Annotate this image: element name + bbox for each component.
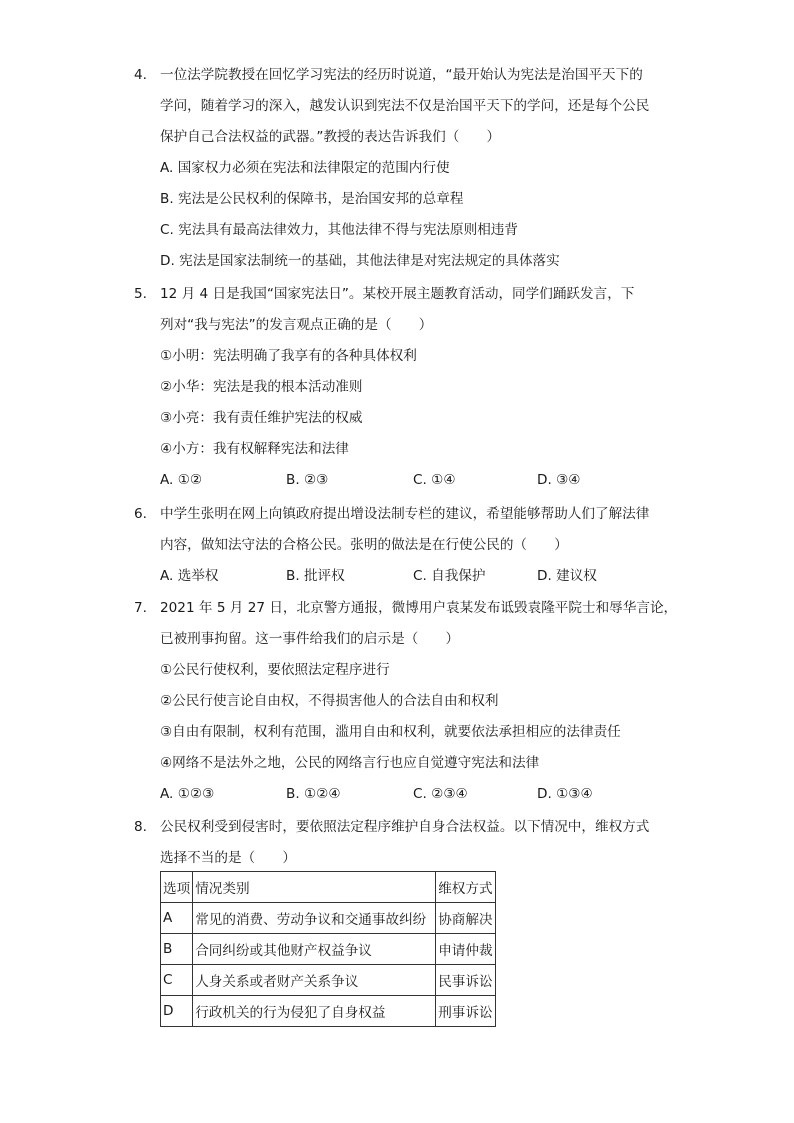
option-d: D. 建议权: [537, 568, 597, 584]
rights-protection-table: [160, 871, 496, 1027]
options-row: [134, 561, 674, 592]
option-b: B. 批评权: [286, 568, 345, 584]
table-cell: A: [161, 903, 193, 934]
table-row: [161, 996, 496, 1027]
option-d: D. 宪法是国家法制统一的基础，其他法律是对宪法规定的具体落实: [160, 253, 560, 269]
option-a: A. ①②③: [160, 786, 215, 802]
question-stem-line: 已被刑事拘留。这一事件给我们的启示是（ ）: [160, 631, 460, 647]
table-cell: 人身关系或者财产关系争议: [193, 965, 436, 996]
table-cell: 常见的消费、劳动争议和交通事故纠纷: [193, 903, 436, 934]
options-row: [134, 465, 674, 496]
table-cell: 合同纠纷或其他财产权益争议: [193, 934, 436, 965]
question-number: 7.: [134, 600, 147, 616]
question-number: 6.: [134, 506, 147, 522]
option-c: C. 宪法具有最高法律效力，其他法律不得与宪法原则相违背: [160, 222, 518, 238]
question-number: 5.: [134, 286, 147, 302]
table-cell: B: [161, 934, 193, 965]
option-c: C. 自我保护: [413, 568, 486, 584]
table-header-row: [161, 872, 496, 903]
statement-3: ③小亮：我有责任维护宪法的权威: [160, 410, 363, 426]
option-b: B. ①②④: [286, 786, 341, 802]
statement-4: ④小方：我有权解释宪法和法律: [160, 441, 349, 457]
statement-1: ①小明：宪法明确了我享有的各种具体权利: [160, 348, 417, 364]
table-header-cell: 情况类别: [193, 872, 436, 903]
option-b: B. 宪法是公民权利的保障书，是治国安邦的总章程: [160, 191, 464, 207]
question-stem-line: 2021 年 5 月 27 日，北京警方通报，微博用户袁某发布诋毁袁隆平院士和辱华言论，: [160, 600, 678, 616]
question-stem-line: 内容，做知法守法的合格公民。张明的做法是在行使公民的（ ）: [160, 537, 568, 553]
question-6: [134, 499, 674, 592]
statement-4: ④网络不是法外之地，公民的网络言行也应自觉遵守宪法和法律: [160, 755, 540, 771]
table-header-cell: 选项: [161, 872, 193, 903]
table-row: [161, 965, 496, 996]
table-cell: 刑事诉讼: [436, 996, 495, 1027]
options-row: [134, 779, 674, 810]
question-stem-line: 12 月 4 日是我国“国家宪法日”。某校开展主题教育活动，同学们踊跃发言，下: [160, 286, 635, 302]
table-cell: 申请仲裁: [436, 934, 495, 965]
option-d: D. ①③④: [537, 786, 593, 802]
question-7: [134, 593, 678, 810]
option-d: D. ③④: [537, 472, 581, 488]
question-stem-line: 保护自己合法权益的武器。”教授的表达告诉我们（ ）: [160, 129, 501, 145]
question-number: 4.: [134, 67, 147, 83]
table-row: [161, 934, 496, 965]
table-row: [161, 903, 496, 934]
question-stem-line: 选择不当的是（ ）: [160, 850, 296, 866]
table-cell: 民事诉讼: [436, 965, 495, 996]
question-4: [134, 60, 674, 277]
question-stem-line: 公民权利受到侵害时，要依照法定程序维护自身合法权益。以下情况中，维权方式: [160, 819, 650, 835]
option-c: C. ①④: [413, 472, 456, 488]
option-a: A. ①②: [160, 472, 203, 488]
question-stem-line: 学问，随着学习的深入，越发认识到宪法不仅是治国平天下的学问，还是每个公民: [160, 98, 650, 114]
statement-2: ②公民行使言论自由权，不得损害他人的合法自由和权利: [160, 693, 499, 709]
question-stem-line: 一位法学院教授在回忆学习宪法的经历时说道，“最开始认为宪法是治国平天下的: [160, 67, 643, 83]
option-a: A. 选举权: [160, 568, 219, 584]
question-number: 8.: [134, 819, 147, 835]
table-cell: D: [161, 996, 193, 1027]
question-5: [134, 279, 674, 496]
option-a: A. 国家权力必须在宪法和法律限定的范围内行使: [160, 160, 450, 176]
table-cell: 行政机关的行为侵犯了自身权益: [193, 996, 436, 1027]
option-b: B. ②③: [286, 472, 329, 488]
statement-2: ②小华：宪法是我的根本活动准则: [160, 379, 363, 395]
statement-3: ③自由有限制，权利有范围，滥用自由和权利，就要依法承担相应的法律责任: [160, 724, 621, 740]
table-cell: 协商解决: [436, 903, 495, 934]
statement-1: ①公民行使权利，要依照法定程序进行: [160, 662, 390, 678]
question-8: [134, 812, 674, 874]
table-cell: C: [161, 965, 193, 996]
table-header-cell: 维权方式: [436, 872, 495, 903]
option-c: C. ②③④: [413, 786, 468, 802]
question-stem-line: 中学生张明在网上向镇政府提出增设法制专栏的建议，希望能够帮助人们了解法律: [160, 506, 650, 522]
question-stem-line: 列对“我与宪法”的发言观点正确的是（ ）: [160, 317, 433, 333]
